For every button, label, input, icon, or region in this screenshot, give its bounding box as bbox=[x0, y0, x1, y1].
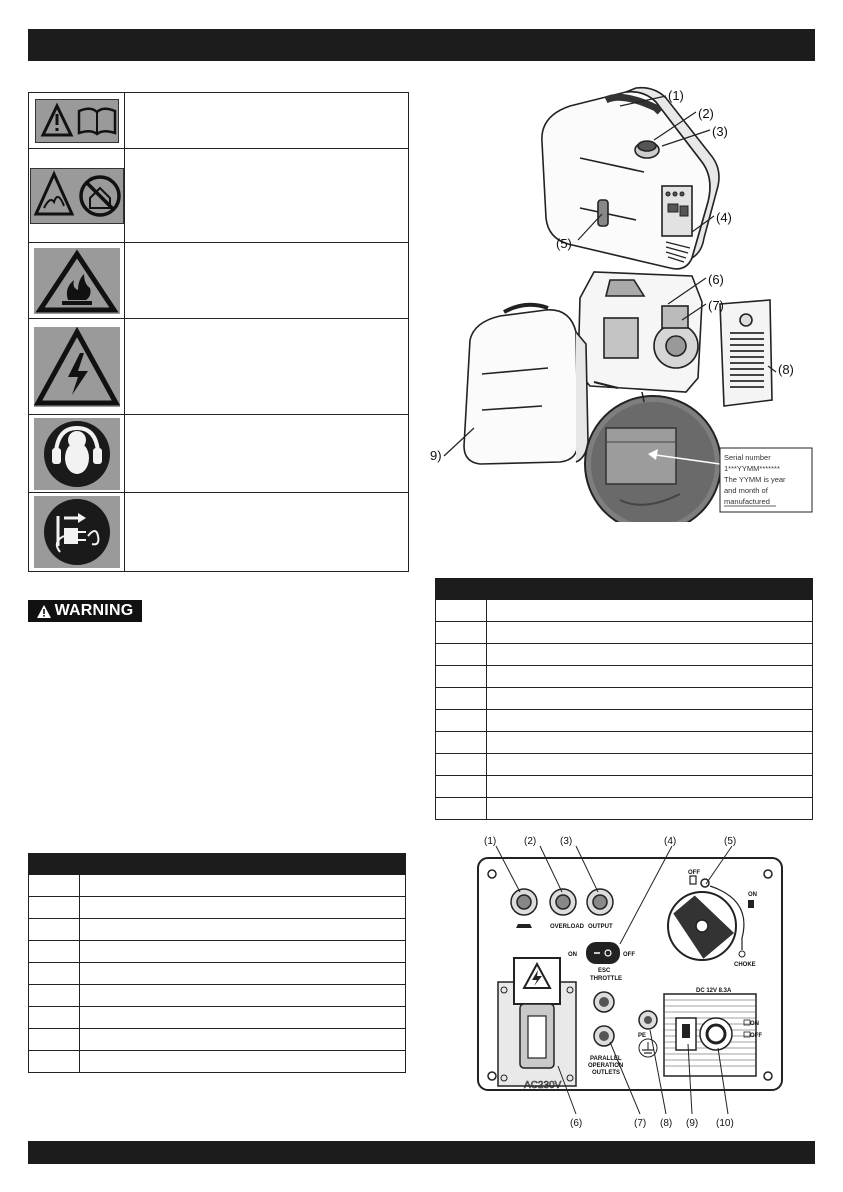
parts-table-row bbox=[435, 622, 813, 644]
parts-table bbox=[435, 578, 813, 820]
label-throttle: THROTTLE bbox=[590, 976, 622, 982]
symbol-row-unplug bbox=[29, 493, 408, 571]
parts-table-row-number-cell bbox=[436, 666, 487, 687]
serial-line-2: 1***YYMM******* bbox=[724, 464, 780, 473]
panel-callout-6: (6) bbox=[570, 1118, 583, 1129]
parts-table-row-number-cell bbox=[436, 710, 487, 731]
parts-table-row-description-cell bbox=[487, 666, 812, 687]
parts-table-row bbox=[435, 644, 813, 666]
panel-callout-8: (8) bbox=[660, 1118, 673, 1129]
serial-number-label bbox=[720, 448, 812, 512]
side-panel-grill bbox=[720, 300, 772, 406]
read-manual-icon bbox=[29, 93, 125, 148]
parts-table-row-description-cell bbox=[487, 710, 812, 731]
ear-protection-icon bbox=[29, 415, 125, 492]
electric-shock-icon bbox=[29, 319, 125, 414]
symbol-row-electric bbox=[29, 319, 408, 415]
parts-table-row-number-cell bbox=[436, 600, 487, 621]
symbol-row-flammable bbox=[29, 243, 408, 319]
label-choke-off: OFF bbox=[688, 870, 700, 876]
parts-table-row-description-cell bbox=[487, 644, 812, 665]
panel-table-row-description-cell bbox=[80, 875, 405, 896]
serial-line-5: manufactured bbox=[724, 497, 770, 506]
parts-table-row-description-cell bbox=[487, 600, 812, 621]
parts-table-row bbox=[435, 600, 813, 622]
parts-table-row bbox=[435, 754, 813, 776]
panel-callout-9: (9) bbox=[686, 1118, 699, 1129]
panel-callout-5: (5) bbox=[724, 836, 737, 847]
panel-table-row-number-cell bbox=[29, 1007, 80, 1028]
panel-table-row bbox=[28, 985, 406, 1007]
panel-table-header bbox=[28, 853, 406, 875]
panel-table-row bbox=[28, 941, 406, 963]
callout-6: (6) bbox=[708, 272, 724, 287]
label-dc: DC 12V 8.3A bbox=[696, 988, 732, 994]
parts-table-row bbox=[435, 688, 813, 710]
panel-table-row bbox=[28, 919, 406, 941]
parts-table-row-number-cell bbox=[436, 644, 487, 665]
label-pe: PE bbox=[638, 1033, 647, 1039]
parts-table-row-number-cell bbox=[436, 622, 487, 643]
label-dc-on: ON bbox=[750, 1021, 759, 1027]
parts-table-row-description-cell bbox=[487, 688, 812, 709]
panel-table-row-number-cell bbox=[29, 941, 80, 962]
header-bar bbox=[28, 29, 815, 61]
parts-table-row-number-cell bbox=[436, 688, 487, 709]
parts-table-header bbox=[435, 578, 813, 600]
panel-parts-table bbox=[28, 853, 406, 1073]
panel-table-row-number-cell bbox=[29, 875, 80, 896]
warning-badge bbox=[28, 600, 142, 622]
label-output: OUTPUT bbox=[588, 924, 613, 930]
parts-table-row-description-cell bbox=[487, 622, 812, 643]
panel-table-row-description-cell bbox=[80, 919, 405, 940]
parts-table-row bbox=[435, 732, 813, 754]
panel-table-row bbox=[28, 897, 406, 919]
toxic-fumes-no-indoor-icon bbox=[29, 149, 125, 242]
panel-callout-2: (2) bbox=[524, 836, 537, 847]
generator-exposed bbox=[578, 272, 702, 392]
callout-1: (1) bbox=[668, 88, 684, 103]
panel-table-row bbox=[28, 1007, 406, 1029]
parts-table-row-description-cell bbox=[487, 732, 812, 753]
callout-9: 9) bbox=[430, 448, 442, 463]
safety-symbol-table bbox=[28, 92, 409, 572]
panel-table-row-description-cell bbox=[80, 1029, 405, 1050]
panel-table-row-description-cell bbox=[80, 985, 405, 1006]
label-choke: CHOKE bbox=[734, 962, 756, 968]
label-switch-on: ON bbox=[568, 952, 577, 958]
parts-table-row-number-cell bbox=[436, 798, 487, 819]
panel-table-row-number-cell bbox=[29, 897, 80, 918]
panel-table-row-number-cell bbox=[29, 1051, 80, 1072]
symbol-row-read-manual bbox=[29, 93, 408, 149]
symbol-row-ear-protection bbox=[29, 415, 408, 493]
parts-table-row bbox=[435, 776, 813, 798]
label-dc-off: OFF bbox=[750, 1033, 762, 1039]
label-operation: OPERATION bbox=[588, 1063, 624, 1069]
panel-table-row bbox=[28, 1051, 406, 1073]
panel-table-row-number-cell bbox=[29, 919, 80, 940]
panel-table-row-number-cell bbox=[29, 985, 80, 1006]
label-outlets: OUTLETS bbox=[592, 1070, 620, 1076]
flammable-icon bbox=[29, 243, 125, 318]
panel-table-row bbox=[28, 963, 406, 985]
label-switch-off: OFF bbox=[623, 952, 635, 958]
callout-5: (5) bbox=[556, 236, 572, 251]
panel-table-row-description-cell bbox=[80, 897, 405, 918]
label-parallel: PARALLEL bbox=[590, 1056, 622, 1062]
parts-table-row-number-cell bbox=[436, 776, 487, 797]
label-overload: OVERLOAD bbox=[550, 924, 585, 930]
disconnect-plug-icon bbox=[29, 493, 125, 571]
label-choke-on: ON bbox=[748, 892, 757, 898]
parts-table-row bbox=[435, 666, 813, 688]
panel-callout-10: (10) bbox=[716, 1118, 734, 1129]
callout-3: (3) bbox=[712, 124, 728, 139]
symbol-row-toxic-fumes bbox=[29, 149, 408, 243]
serial-zoom bbox=[585, 392, 721, 522]
panel-table-row bbox=[28, 875, 406, 897]
parts-table-row bbox=[435, 798, 813, 820]
serial-line-4: and month of bbox=[724, 486, 768, 495]
parts-table-row-description-cell bbox=[487, 798, 812, 819]
panel-table-row-description-cell bbox=[80, 941, 405, 962]
panel-table-row-description-cell bbox=[80, 963, 405, 984]
panel-table-row-description-cell bbox=[80, 1051, 405, 1072]
panel-callout-1: (1) bbox=[484, 836, 497, 847]
generator-illustration bbox=[430, 82, 830, 522]
serial-line-3: The YYMM is year bbox=[724, 475, 786, 484]
parts-table-row-number-cell bbox=[436, 732, 487, 753]
callout-7: (7) bbox=[708, 298, 724, 313]
panel-callout-7: (7) bbox=[634, 1118, 647, 1129]
panel-callout-4: (4) bbox=[664, 836, 677, 847]
panel-table-row-description-cell bbox=[80, 1007, 405, 1028]
footer-bar bbox=[28, 1141, 815, 1164]
control-panel-illustration bbox=[470, 834, 790, 1130]
warning-triangle-icon bbox=[37, 605, 51, 618]
serial-line-1: Serial number bbox=[724, 453, 771, 462]
callout-8: (8) bbox=[778, 362, 794, 377]
panel-callout-3: (3) bbox=[560, 836, 573, 847]
callout-2: (2) bbox=[698, 106, 714, 121]
removed-cover bbox=[464, 305, 588, 464]
parts-table-row-description-cell bbox=[487, 776, 812, 797]
label-esc: ESC bbox=[598, 968, 611, 974]
label-ac: AC230V bbox=[524, 1080, 562, 1091]
parts-table-row-description-cell bbox=[487, 754, 812, 775]
panel-table-row-number-cell bbox=[29, 1029, 80, 1050]
warning-label: WARNING bbox=[54, 602, 134, 619]
parts-table-row-number-cell bbox=[436, 754, 487, 775]
panel-table-row bbox=[28, 1029, 406, 1051]
callout-4: (4) bbox=[716, 210, 732, 225]
parts-table-row bbox=[435, 710, 813, 732]
panel-table-row-number-cell bbox=[29, 963, 80, 984]
